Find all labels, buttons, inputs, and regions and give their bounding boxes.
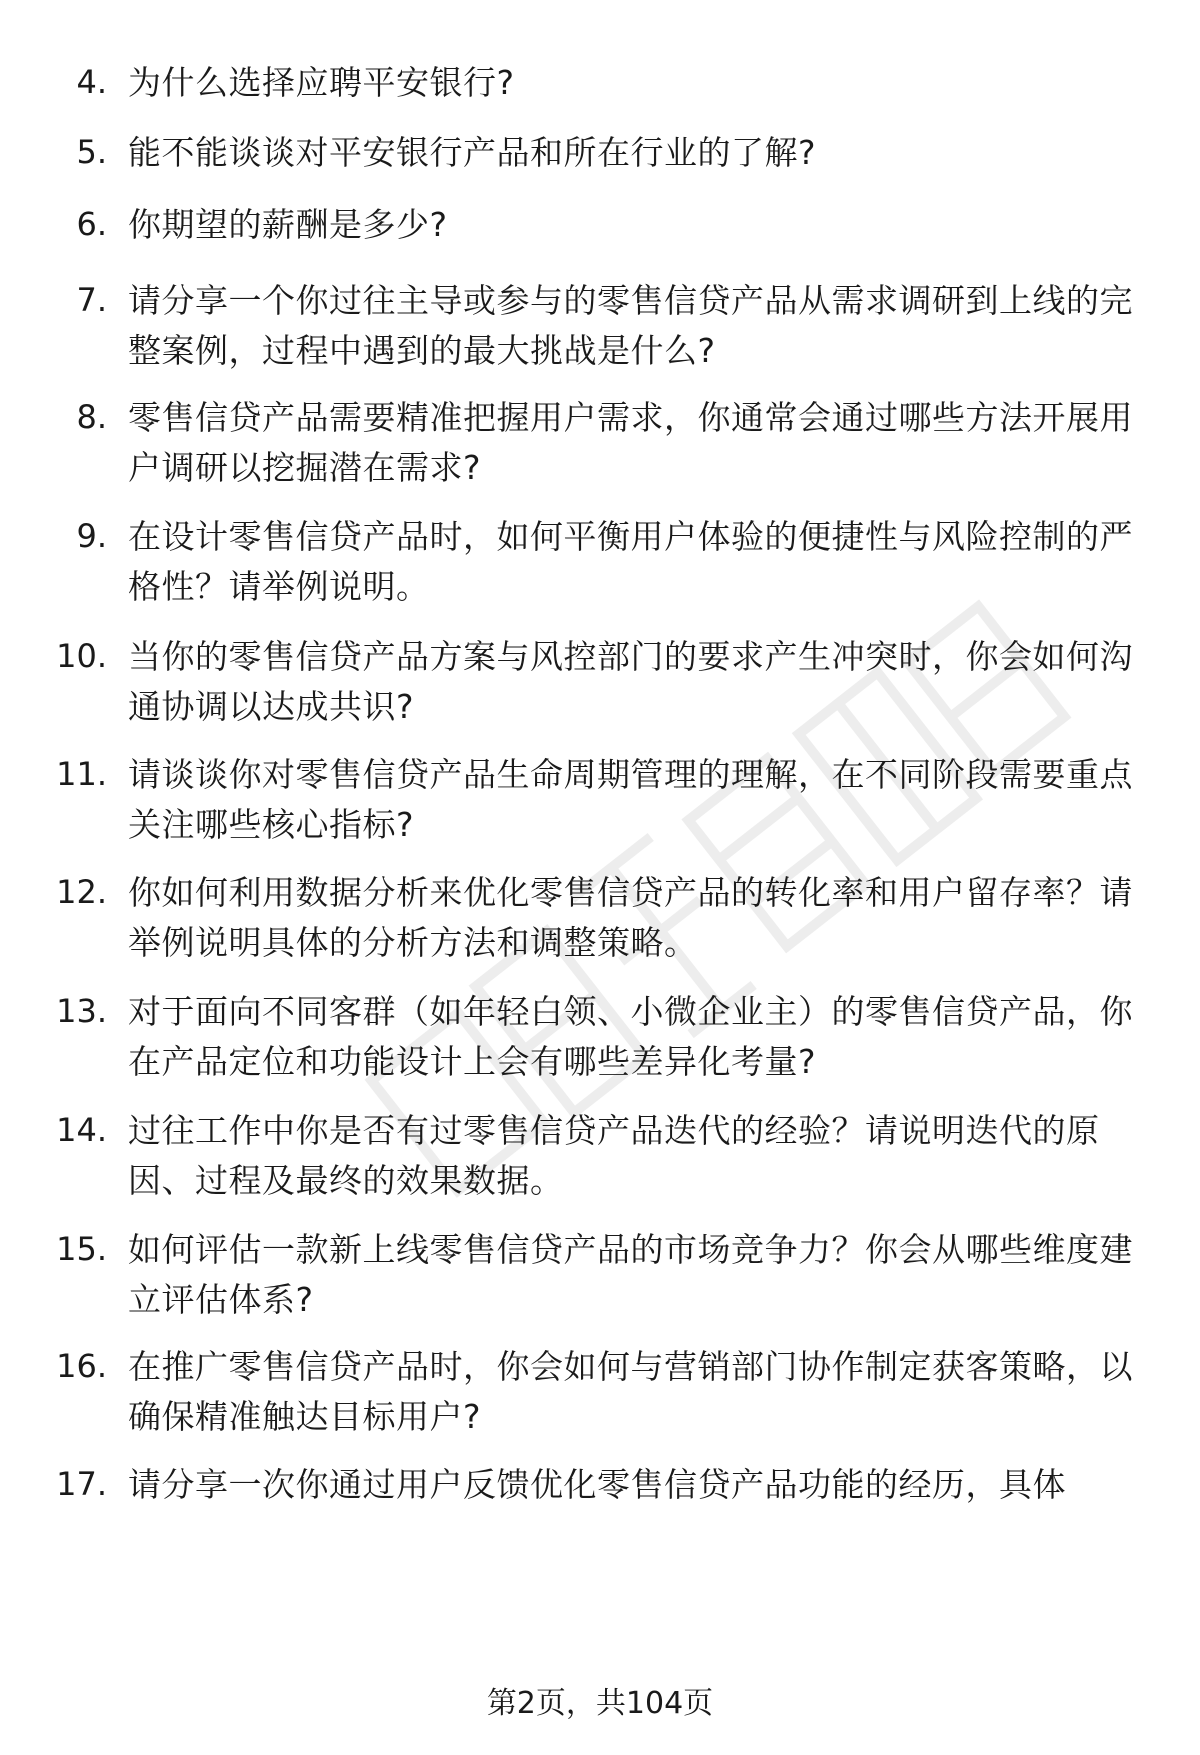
question-number: 10. — [56, 637, 107, 675]
question-text: 在设计零售信贷产品时，如何平衡用户体验的便捷性与风险控制的严格性？请举例说明。 — [128, 517, 1133, 606]
question-text: 零售信贷产品需要精准把握用户需求，你通常会通过哪些方法开展用户调研以挖掘潜在需求? — [128, 398, 1133, 487]
question-number: 6. — [76, 205, 107, 243]
question-number: 13. — [56, 992, 107, 1030]
question-number: 16. — [56, 1347, 107, 1385]
question-text: 过往工作中你是否有过零售信贷产品迭代的经验？请说明迭代的原因、过程及最终的效果数据。 — [128, 1111, 1100, 1200]
question-number: 12. — [56, 873, 107, 911]
question-number: 15. — [56, 1230, 107, 1268]
question-number: 5. — [76, 133, 107, 171]
question-number: 17. — [56, 1465, 107, 1503]
question-text: 如何评估一款新上线零售信贷产品的市场竞争力？你会从哪些维度建立评估体系? — [128, 1230, 1133, 1319]
question-text: 请谈谈你对零售信贷产品生命周期管理的理解，在不同阶段需要重点关注哪些核心指标? — [128, 755, 1133, 844]
question-text: 你如何利用数据分析来优化零售信贷产品的转化率和用户留存率？请举例说明具体的分析方法和调整策略。 — [128, 873, 1133, 962]
question-text: 能不能谈谈对平安银行产品和所在行业的了解? — [128, 133, 817, 172]
question-text: 请分享一次你通过用户反馈优化零售信贷产品功能的经历，具体 — [128, 1465, 1066, 1504]
question-text: 你期望的薪酬是多少? — [128, 205, 448, 244]
question-number: 7. — [76, 281, 107, 319]
question-number: 14. — [56, 1111, 107, 1149]
question-number: 11. — [56, 755, 107, 793]
question-number: 4. — [76, 63, 107, 101]
question-text: 为什么选择应聘平安银行? — [128, 63, 515, 102]
question-number: 8. — [76, 398, 107, 436]
question-text: 对于面向不同客群（如年轻白领、小微企业主）的零售信贷产品，你在产品定位和功能设计上会有哪些差异化考量? — [128, 992, 1133, 1081]
question-text: 请分享一个你过往主导或参与的零售信贷产品从需求调研到上线的完整案例，过程中遇到的最大挑战是什么? — [128, 281, 1133, 370]
question-text: 当你的零售信贷产品方案与风控部门的要求产生冲突时，你会如何沟通协调以达成共识? — [128, 637, 1133, 726]
page-footer: 第2页，共104页 — [486, 1686, 714, 1721]
question-number: 9. — [76, 517, 107, 555]
question-text: 在推广零售信贷产品时，你会如何与营销部门协作制定获客策略，以确保精准触达目标用户? — [128, 1347, 1133, 1436]
